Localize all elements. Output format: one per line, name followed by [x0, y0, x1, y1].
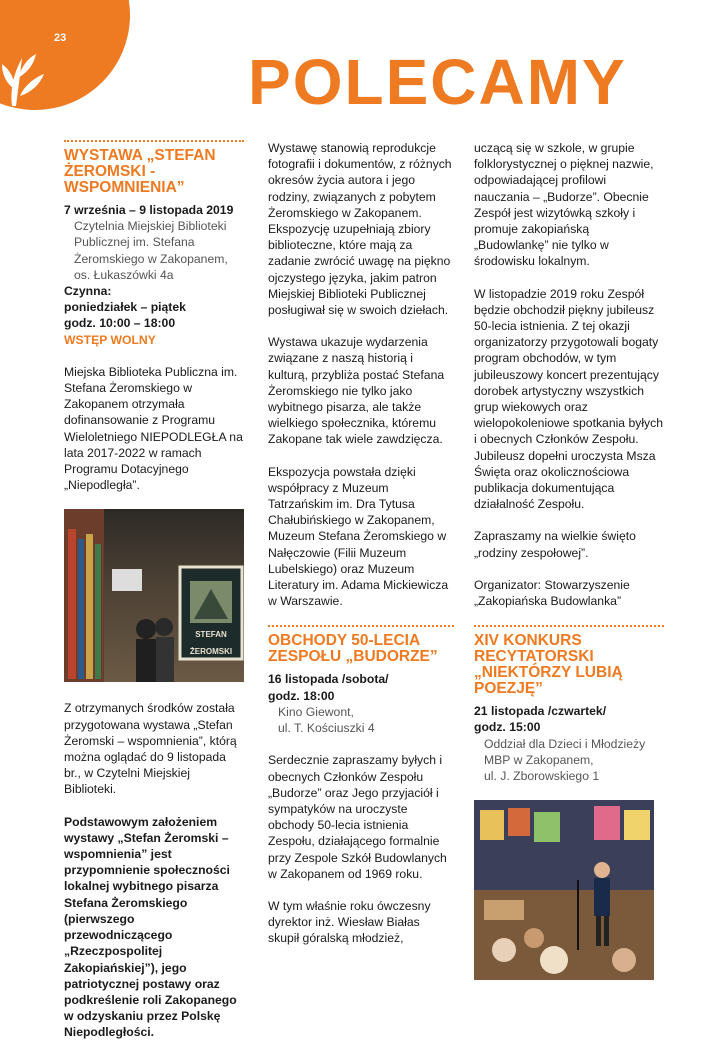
- paragraph: Serdecznie zapraszamy byłych i obecnych Członków Zespołu „Budorze” oraz Jego przyjaciół i sympatyków na uroczyste obchody 50-lecia istnienia Zespołu, działającego formalnie przy Zespole Szkół Budowlanych w Zakopanem od 1969 roku.: [268, 753, 447, 881]
- event-date: 21 listopada /czwartek/: [474, 704, 607, 719]
- paragraph: Organizator: Stowarzyszenie „Zakopiańska Budowlanka”: [474, 577, 630, 609]
- paragraph: Z otrzymanych środków została przygotowana wystawa „Stefan Żeromski – wspomnienia”, którą można oglądać do 9 listopada br., w Czytelni Miejskiej Biblioteki.: [64, 701, 237, 797]
- column-2: [268, 140, 454, 963]
- column-3: [474, 140, 664, 998]
- paragraph-bold: Podstawowym założeniem wystawy „Stefan Żeromski – wspomnienia” jest przypomnienie społeczności lokalnej wybitnego pisarza Stefana Żeromskiego (pierwszego przewodniczącego „Rzeczpospolitej Zakopiańskiej”), jego patriotycznej postawy oraz podkreślenie roli Zakopanego w odzyskaniu przez Polskę Niepodległości.: [64, 814, 237, 1040]
- event-date: 16 listopada /sobota/: [268, 672, 389, 687]
- open-days: poniedziałek – piątek: [64, 300, 186, 315]
- event-place-line: Publicznej im. Stefana: [74, 235, 195, 250]
- paragraph: Miejska Biblioteka Publiczna im. Stefana Żeromskiego w Zakopanem otrzymała dofinansowanie z Programu Wieloletniego NIEPODLEGŁA na lata 2017-2022 w ramach Programu Dotacyjnego „Niepodległa”.: [64, 364, 243, 493]
- section-heading-anniversary: OBCHODY 50-LECIA ZESPOŁU „BUDORZE”: [268, 632, 438, 666]
- paragraph: Ekspozycja powstała dzięki współpracy z Muzeum Tatrzańskim im. Dra Tytusa Chałubińskiego w Zakopanem, Muzeum Stefana Żeromskiego w Nałęczowie (Filii Muzeum Lubelskiego) oraz Muzeum Literatury im. Adama Mickiewicza w Warszawie.: [268, 464, 449, 609]
- column-1: [64, 140, 244, 1057]
- dotted-divider: [64, 140, 244, 142]
- event-place-line: ul. J. Zborowskiego 1: [484, 769, 600, 784]
- contest-photo: [474, 800, 654, 980]
- poster-title: STEFAN ŻEROMSKI: [189, 630, 233, 656]
- paragraph: Zapraszamy na wielkie święto „rodziny zespołowej”.: [474, 529, 636, 560]
- page-number: 23: [54, 32, 67, 44]
- section-heading-exhibition: WYSTAWA „STEFAN ŻEROMSKI - WSPOMNIENIA”: [64, 147, 216, 196]
- event-place-line: Czytelnia Miejskiej Biblioteki: [74, 219, 227, 234]
- event-place-line: Oddział dla Dzieci i Młodzieży: [484, 736, 646, 751]
- paragraph: W listopadzie 2019 roku Zespół będzie obchodził piękny jubileusz 50-lecia istnienia. Z tej okazji organizatorzy przygotowali bogaty program obchodów, w tym jubileuszowy koncert prezentujący dorobek artystyczny wszystkich grup wiekowych oraz wielopokoleniowe spotkania byłych i obecnych Członków Zespołu. Jubileusz dopełni uroczysta Msza Święta oraz okolicznościowa publikacja dokumentująca działalność Zespołu.: [474, 286, 664, 512]
- page-title: POLECAMY: [248, 46, 627, 118]
- event-place-line: MBP w Zakopanem,: [484, 752, 594, 767]
- event-date: 7 września – 9 listopada 2019: [64, 203, 234, 217]
- dotted-divider: [474, 625, 664, 627]
- event-time: godz. 18:00: [268, 688, 335, 703]
- exhibition-photo: [64, 509, 244, 682]
- event-place-line: Żeromskiego w Zakopanem,: [74, 251, 228, 266]
- paragraph: uczącą się w szkole, w grupie folklorystycznej o pięknej nazwie, odpowiadającej profilowi nauczania – „Budorze”. Obecnie Zespół jest wizytówką szkoły i promuje zakopiańską „Budowlankę” nie tylko w środowisku lokalnym.: [474, 141, 654, 269]
- open-label: Czynna:: [64, 284, 112, 299]
- event-place-line: os. Łukaszówki 4a: [74, 267, 174, 282]
- event-place-line: Kino Giewont,: [278, 704, 354, 719]
- event-place-line: ul. T. Kościuszki 4: [278, 721, 375, 736]
- dotted-divider: [268, 625, 454, 627]
- open-hours: godz. 10:00 – 18:00: [64, 316, 176, 331]
- free-entry: WSTĘP WOLNY: [64, 332, 156, 347]
- paragraph: Wystawa ukazuje wydarzenia związane z naszą historią i kulturą, przybliża postać Stefana Żeromskiego nie tylko jako wybitnego pisarza, ale także wielkiego społecznika, któremu Zakopane tak wiele zawdzięcza.: [268, 335, 445, 447]
- wheat-icon: [0, 28, 60, 108]
- event-time: godz. 15:00: [474, 720, 541, 735]
- paragraph: Wystawę stanowią reprodukcje fotografii i dokumentów, z różnych okresów życia autora i jego rodziny, związanych z pobytem Żeromskiego w Zakopanem. Ekspozycję uzupełniają zbiory biblioteczne, które mają za zadanie zwrócić uwagę na piękno ojczystego języka, jakim patron Miejskiej Biblioteki Publicznej posługiwał się w swoich dziełach.: [268, 141, 452, 318]
- paragraph: W tym właśnie roku ówczesny dyrektor inż. Wiesław Białas skupił góralską młodzież,: [268, 898, 431, 946]
- section-heading-contest: XIV KONKURS RECYTATORSKI „NIEKTÓRZY LUBIĄ POEZJĘ”: [474, 632, 623, 698]
